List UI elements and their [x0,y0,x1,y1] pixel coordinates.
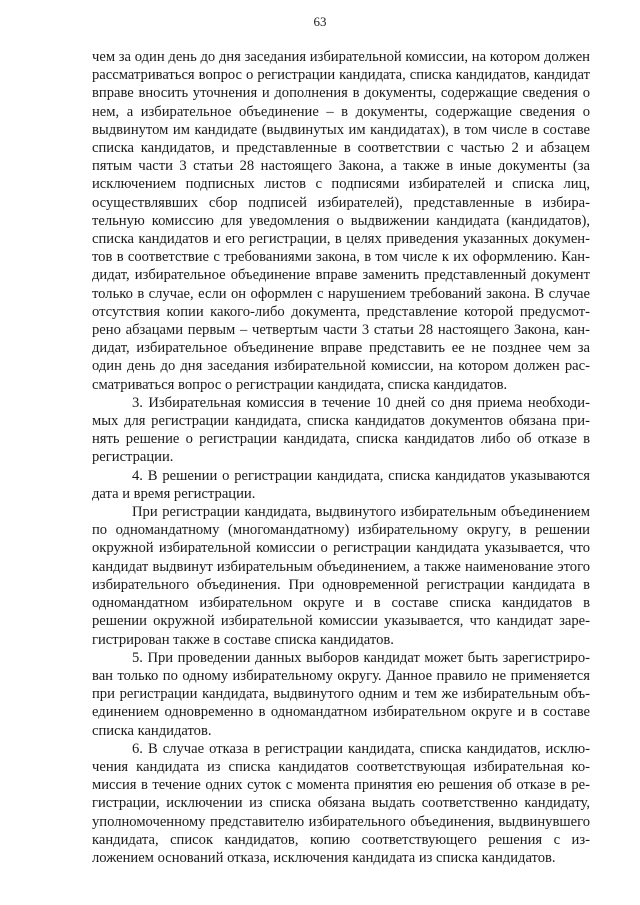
page-number: 63 [313,14,327,29]
paragraph-clause-4-continued: При регистрации кандидата, выдвинутого избирательным объединением по одномандатному (многомандатному) избирательному округу, в решении окружной избирательной комиссии о регистрации кандидата указывается, что кандидат выдвинут избирательным объединением, а также наименование этого избирательного объединения. При одновременной регистрации кандидата в одномандатном избирательном округе и в составе списка кандидатов в решении окружной избирательной комиссии указывается, что кандидат зарегистрирован также в составе списка кандидатов. [92,504,590,648]
body-text [92,48,590,867]
paragraph-clause-4: 4. В решении о регистрации кандидата, списка кандидатов указываются дата и время регистрации. [92,467,590,502]
paragraph-clause-6: 6. В случае отказа в регистрации кандидата, списка кандидатов, исключения кандидата из списка кандидатов соответствующая избирательная комиссия в течение одних суток с момента принятия ею решения об отказе в регистрации, исключении из списка обязана выдать соответственно кандидату, уполномоченному представителю избирательного объединения, выдвинувшего кандидата, список кандидатов, копию соответствующего решения с изложением оснований отказа, исключения кандидата из списка кандидатов. [92,740,590,866]
paragraph-clause-5: 5. При проведении данных выборов кандидат может быть зарегистрирован только по одному избирательному округу. Данное правило не применяется при регистрации кандидата, выдвинутого одним и тем же избирательным объединением одновременно в одномандатном избирательном округе и в составе списка кандидатов. [92,649,590,739]
paragraph-clause-3: 3. Избирательная комиссия в течение 10 дней со дня приема необходимых для регистрации кандидата, списка кандидатов документов обязана принять решение о регистрации кандидата, списка кандидатов либо об отказе в регистрации. [92,394,590,466]
paragraph-continuation: чем за один день до дня заседания избирательной комиссии, на котором должен рассматриваться вопрос о регистрации кандидата, списка кандидатов, кандидат вправе вносить уточнения и дополнения в документы, содержащие сведения о нем, а избирательное объединение – в документы, содержащие сведения о выдвинутом им кандидате (выдвинутых им кандидатах), в том числе в составе списка кандидатов, и представленные в соответствии с частью 2 и абзацем пятым части 3 статьи 28 настоящего Закона, а также в иные документы (за исключением подписных листов с подписями избирателей и списка лиц, осуществлявших сбор подписей избирателей), представленные в избирательную комиссию для уведомления о выдвижении кандидата (кандидатов), списка кандидатов и его регистрации, в целях приведения указанных документов в соответствие с требованиями закона, в том числе к их оформлению. Кандидат, избирательное объединение вправе заменить представленный документ только в случае, если он оформлен с нарушением требований закона. В случае отсутствия копии какого-либо документа, представление которой предусмотрено абзацами первым – четвертым части 3 статьи 28 настоящего Закона, кандидат, избирательное объединение вправе представить ее не позднее чем за один день до дня заседания избирательной комиссии, на котором должен рассматриваться вопрос о регистрации кандидата, списка кандидатов. [92,49,590,393]
